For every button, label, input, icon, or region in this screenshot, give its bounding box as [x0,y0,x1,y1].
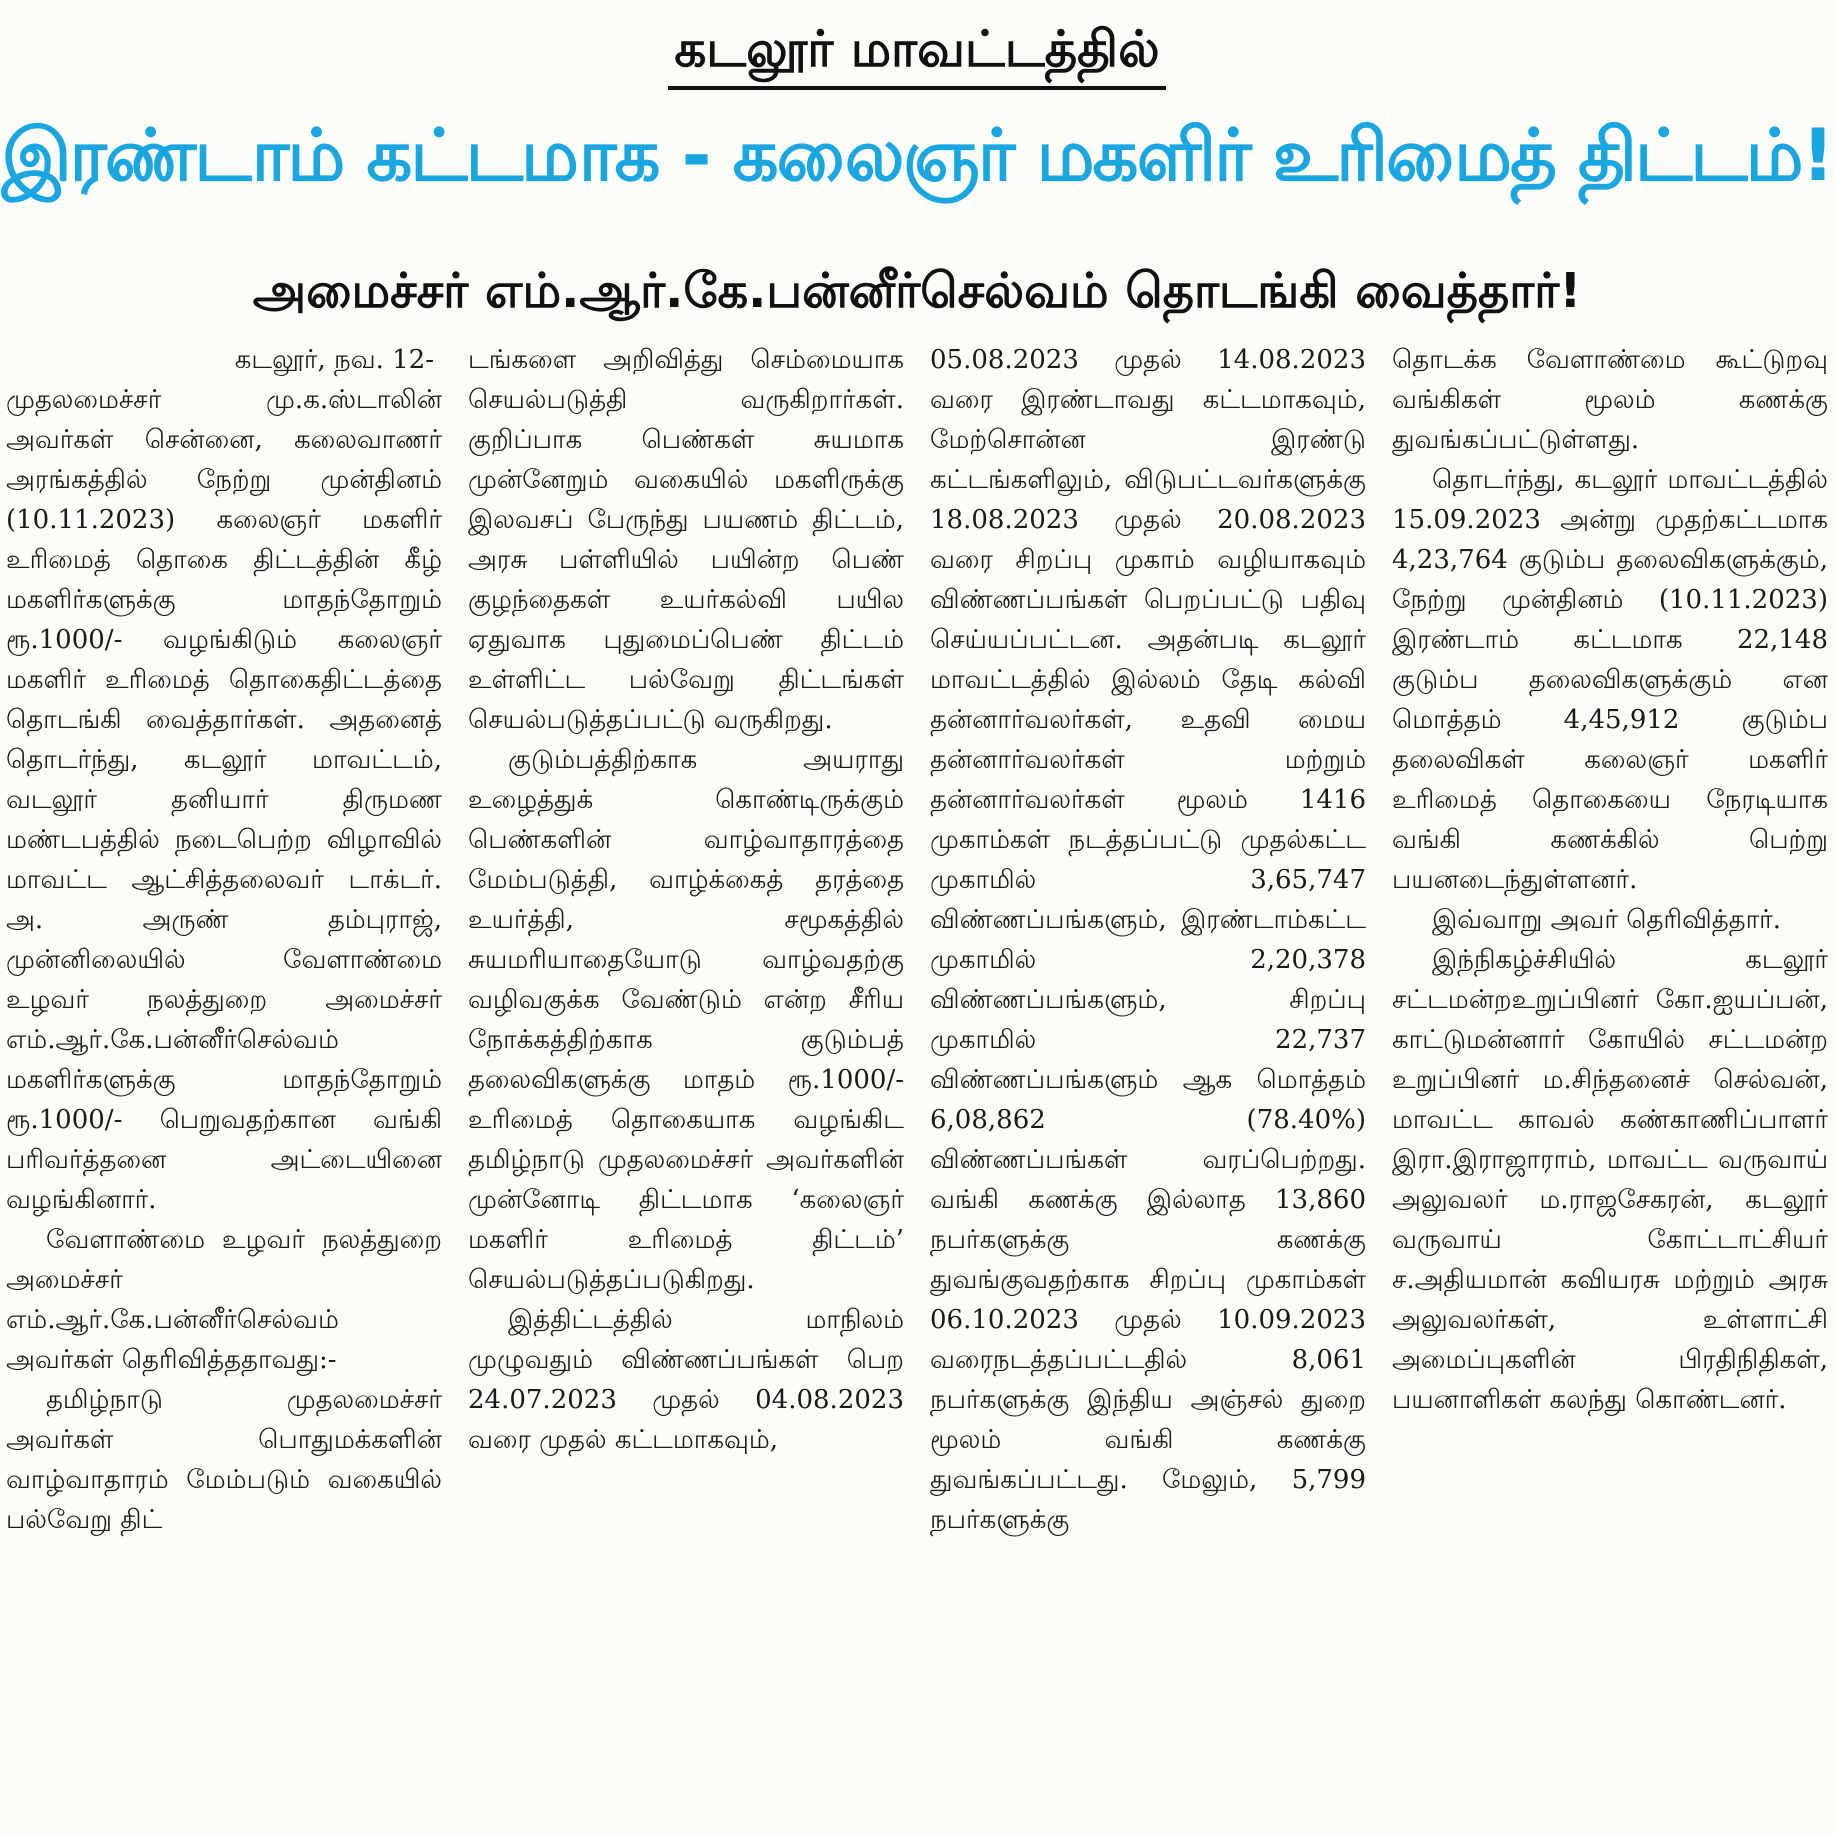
paragraph: இந்நிகழ்ச்சியில் கடலூர் சட்டமன்றஉறுப்பினர் கோ.ஐயப்பன், காட்டுமன்னார் கோயில் சட்டமன்ற உறுப்பினர் ம.சிந்தனைச் செல்வன், மாவட்ட காவல் கண்காணிப்பாளர் இரா.இராஜாராம், மாவட்ட வருவாய் அலுவலர் ம.ராஜசேகரன், கடலூர் வருவாய் கோட்டாட்சியர் ச.அதியமான் கவியரசு மற்றும் அரசு அலுவலர்கள், உள்ளாட்சி அமைப்புகளின் பிரதிநிதிகள், பயனாளிகள் கலந்து கொண்டனர். [1392,945,1828,1415]
paragraph: 05.08.2023 முதல் 14.08.2023 வரை இரண்டாவது கட்டமாகவும், மேற்சொன்ன இரண்டு கட்டங்களிலும், விடுபட்டவர்களுக்கு 18.08.2023 முதல் 20.08.2023 வரை சிறப்பு முகாம் வழியாகவும் விண்ணப்பங்கள் பெறப்பட்டு பதிவு செய்யப்பட்டன. அதன்படி கடலூர் மாவட்டத்தில் இல்லம் தேடி கல்வி தன்னார்வலர்கள், உதவி மைய தன்னார்வலர்கள் மற்றும் தன்னார்வலர்கள் மூலம் 1416 முகாம்கள் நடத்தப்பட்டு முதல்கட்ட முகாமில் 3,65,747 விண்ணப்பங்களும், இரண்டாம்கட்ட முகாமில் 2,20,378 விண்ணப்பங்களும், சிறப்பு முகாமில் 22,737 விண்ணப்பங்களும் ஆக மொத்தம் 6,08,862 (78.40%) விண்ணப்பங்கள் வரப்பெற்றது. வங்கி கணக்கு இல்லாத 13,860 நபர்களுக்கு கணக்கு துவங்குவதற்காக சிறப்பு முகாம்கள் 06.10.2023 முதல் 10.09.2023 வரைநடத்தப்பட்டதில் 8,061 நபர்களுக்கு இந்திய அஞ்சல் துறை மூலம் வங்கி கணக்கு துவங்கப்பட்டது. மேலும், 5,799 நபர்களுக்கு [930,345,1366,1535]
column-4 [1392,340,1828,1830]
paragraph: குடும்பத்திற்காக அயராது உழைத்துக் கொண்டிருக்கும் பெண்களின் வாழ்வாதாரத்தை மேம்படுத்தி, வாழ்க்கைத் தரத்தை உயர்த்தி, சமூகத்தில் சுயமரியாதையோடு வாழ்வதற்கு வழிவகுக்க வேண்டும் என்ற சீரிய நோக்கத்திற்காக குடும்பத் தலைவிகளுக்கு மாதம் ரூ.1000/- உரிமைத் தொகையாக வழங்கிட தமிழ்நாடு முதலமைச்சர் அவர்களின் முன்னோடி திட்டமாக ‘கலைஞர் மகளிர் உரிமைத் திட்டம்’ செயல்படுத்தப்படுகிறது. [468,745,904,1295]
column-1 [6,340,442,1830]
paragraph: தமிழ்நாடு முதலமைச்சர் அவர்கள் பொதுமக்களின் வாழ்வாதாரம் மேம்படும் வகையில் பல்வேறு திட் [6,1385,442,1535]
paragraph: டங்களை அறிவித்து செம்மையாக செயல்படுத்தி வருகிறார்கள். குறிப்பாக பெண்கள் சுயமாக முன்னேறும் வகையில் மகளிருக்கு இலவசப் பேருந்து பயணம் திட்டம், அரசு பள்ளியில் பயின்ற பெண் குழந்தைகள் உயர்கல்வி பயில ஏதுவாக புதுமைப்பெண் திட்டம் உள்ளிட்ட பல்வேறு திட்டங்கள் செயல்படுத்தப்பட்டு வருகிறது. [468,345,904,735]
kicker-text: கடலூர் மாவட்டத்தில் [668,18,1165,90]
column-2 [468,340,904,1830]
column-3 [930,340,1366,1830]
article-body [6,340,1828,1830]
paragraph: முதலமைச்சர் மு.க.ஸ்டாலின் அவர்கள் சென்னை, கலைவாணர் அரங்கத்தில் நேற்று முன்தினம் (10.11.2023) கலைஞர் மகளிர் உரிமைத் தொகை திட்டத்தின் கீழ் மகளிர்களுக்கு மாதந்தோறும் ரூ.1000/- வழங்கிடும் கலைஞர் மகளிர் உரிமைத் தொகைதிட்டத்தை தொடங்கி வைத்தார்கள். அதனைத் தொடர்ந்து, கடலூர் மாவட்டம், வடலூர் தனியார் திருமண மண்டபத்தில் நடைபெற்ற விழாவில் மாவட்ட ஆட்சித்தலைவர் டாக்டர். அ. அருண் தம்புராஜ், முன்னிலையில் வேளாண்மை உழவர் நலத்துறை அமைச்சர் எம்.ஆர்.கே.பன்னீர்செல்வம் மகளிர்களுக்கு மாதந்தோறும் ரூ.1000/- பெறுவதற்கான வங்கி பரிவர்த்தனை அட்டையினை வழங்கினார். [6,385,442,1215]
headline: இரண்டாம் கட்டமாக - கலைஞர் மகளிர் உரிமைத் திட்டம்! [1,113,1833,197]
paragraph: தொடக்க வேளாண்மை கூட்டுறவு வங்கிகள் மூலம் கணக்கு துவங்கப்பட்டுள்ளது. [1392,345,1828,455]
paragraph: இவ்வாறு அவர் தெரிவித்தார். [1432,905,1782,935]
paragraph: தொடர்ந்து, கடலூர் மாவட்டத்தில் 15.09.2023 அன்று முதற்கட்டமாக 4,23,764 குடும்ப தலைவிகளுக்கும், நேற்று முன்தினம் (10.11.2023) இரண்டாம் கட்டமாக 22,148 குடும்ப தலைவிகளுக்கும் என மொத்தம் 4,45,912 குடும்ப தலைவிகள் கலைஞர் மகளிர் உரிமைத் தொகையை நேரடியாக வங்கி கணக்கில் பெற்று பயனடைந்துள்ளனர். [1392,465,1828,895]
dateline: கடலூர், நவ. 12- [234,345,434,375]
paragraph: இத்திட்டத்தில் மாநிலம் முழுவதும் விண்ணப்பங்கள் பெற 24.07.2023 முதல் 04.08.2023 வரை முதல் கட்டமாகவும், [468,1305,904,1455]
kicker [0,18,1834,90]
subheadline: அமைச்சர் எம்.ஆர்.கே.பன்னீர்செல்வம் தொடங்கி வைத்தார்! [252,263,1582,319]
paragraph: வேளாண்மை உழவர் நலத்துறை அமைச்சர் எம்.ஆர்.கே.பன்னீர்செல்வம் அவர்கள் தெரிவித்ததாவது:- [6,1225,442,1375]
